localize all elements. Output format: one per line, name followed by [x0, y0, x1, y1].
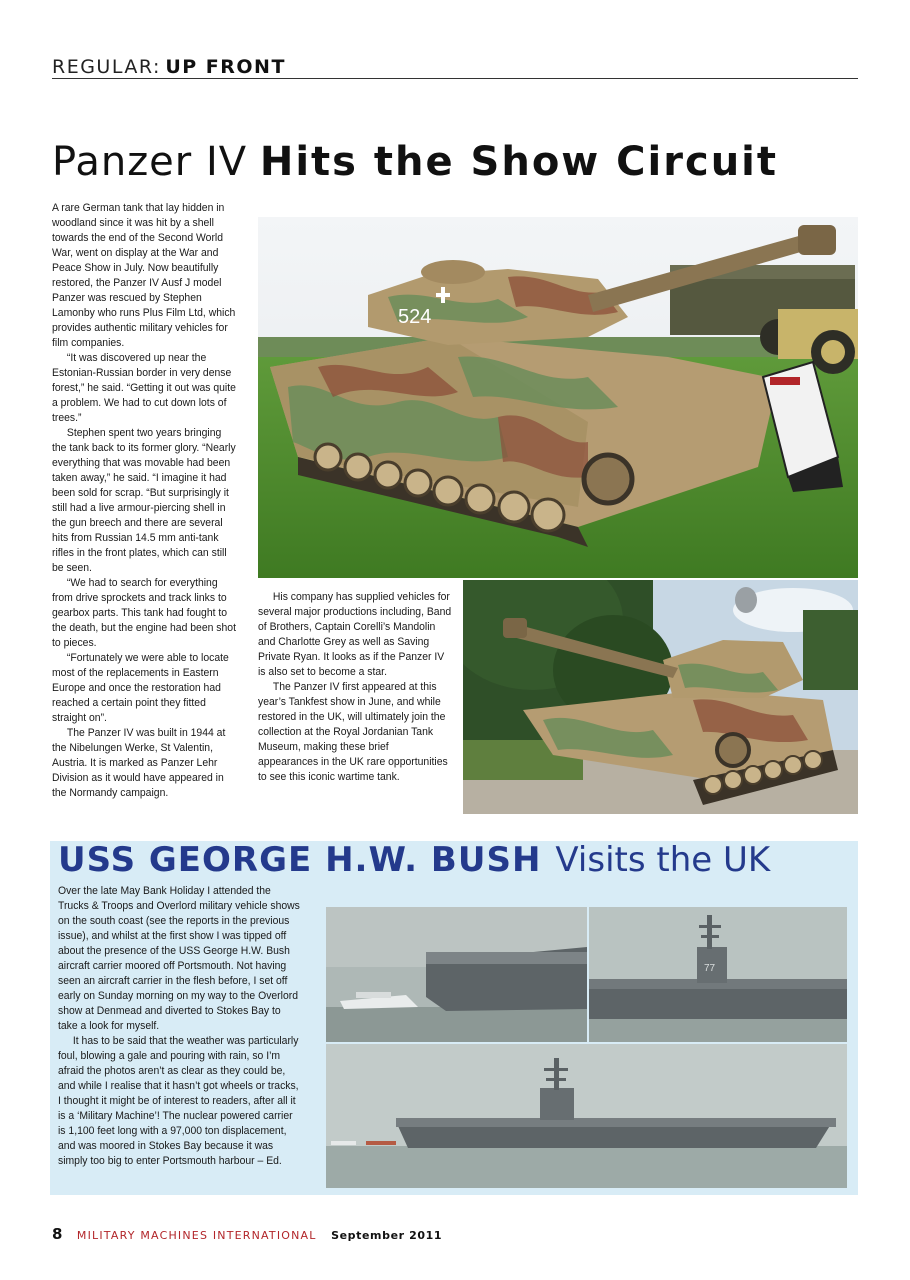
- article-paragraph: Stephen spent two years bringing the tank back to its former glory. “Nearly everything that was movable had been taken away,” he said. “I imagine it had been sold for scrap. “But surprisingly it still had a live armour-piercing shell in the gun breech and there are several hits from Russian 14.5 mm anti-tank rifles in the front plates, which can still be seen.: [52, 427, 236, 574]
- article-paragraph: Over the late May Bank Holiday I attended the Trucks & Troops and Overlord military vehicle shows on the south coast (see the reports in the previous issue), and whilst at the first show I was tipped off about the presence of the USS George H.W. Bush aircraft carrier moored off Portsmouth. Not having seen an aircraft carrier in the flesh before, I set off early on Sunday morning on my way to the Overlord show at Denmead and diverted to Stokes Bay to take a look for myself.: [58, 885, 300, 1032]
- tank-illustration-2: [463, 580, 858, 814]
- article-headline: [52, 138, 862, 186]
- page-footer: [52, 1225, 442, 1244]
- article-paragraph: It has to be said that the weather was particularly foul, blowing a gale and pouring with rain, so I’m afraid the photos aren’t as clear as they could be, and while I realise that it hasn’t got wheels or tracks, I thought it might be of interest to readers, after all it is a ‘Military Machine’! The nuclear powered carrier is 1,100 feet long with a 97,000 ton displacement, and was moored in Stokes Bay because it was simply too big to enter Portsmouth harbour – Ed.: [58, 1035, 299, 1167]
- uss-headline: [58, 838, 770, 882]
- hull-number: 77: [704, 963, 716, 974]
- tank-photo-second: [463, 580, 858, 814]
- headline-bold: Hits the Show Circuit: [259, 139, 778, 185]
- turret-number: 524: [398, 306, 432, 328]
- article-column-2: [258, 590, 451, 785]
- carrier-illustration-1: [326, 907, 587, 1042]
- carrier-illustration-2: [589, 907, 847, 1042]
- article-paragraph: A rare German tank that lay hidden in woodland since it was hit by a shell towards the end of the Second World War, went on display at the War and Peace Show in July. Now beautifully restored, the Panzer IV Ausf J model Panzer was rescued by Stephen Lamonby who runs Plus Film Ltd, which provides authentic military vehicles for film companies.: [52, 202, 236, 349]
- article-paragraph: His company has supplied vehicles for several major productions including, Band of Brothers, Captain Corelli’s Mandolin and Charlotte Grey as well as Saving Private Ryan. It looks as if the Panzer IV is also set to become a star.: [258, 591, 452, 678]
- magazine-title: MILITARY MACHINES INTERNATIONAL: [76, 1229, 317, 1242]
- uss-headline-light: Visits the UK: [555, 840, 771, 880]
- article-column-1: [52, 201, 238, 801]
- article-paragraph: “Fortunately we were able to locate most of the replacements in Eastern Europe and once the restoration had reached a certain point they fitted straight on”.: [52, 652, 229, 724]
- article-paragraph: “It was discovered up near the Estonian-Russian border in very dense forest,” he said. “Getting it out was quite a problem. We had to cut down lots of trees.”: [52, 352, 236, 424]
- article-paragraph: “We had to search for everything from drive sprockets and track links to gearbox parts. This tank had fought to the death, but the engine had been shot to pieces.: [52, 577, 236, 649]
- page-number: 8: [52, 1225, 63, 1243]
- uss-article-column: [58, 884, 302, 1169]
- uss-headline-bold: USS GEORGE H.W. BUSH: [58, 840, 542, 880]
- article-paragraph: The Panzer IV first appeared at this year’s Tankfest show in June, and while restored in the UK, will ultimately join the collection at the Royal Jordanian Tank Museum, making these brief appearances in the UK rare opportunities to see this iconic wartime tank.: [258, 681, 448, 783]
- carrier-photo-1: [326, 907, 587, 1042]
- article-paragraph: The Panzer IV was built in 1944 at the Nibelungen Werke, St Valentin, Austria. It is marked as Panzer Lehr Division as it would have appeared in the Normandy campaign.: [52, 727, 226, 799]
- issue-date: September 2011: [331, 1229, 443, 1242]
- tank-illustration: [258, 217, 858, 578]
- tank-photo-main: [258, 217, 858, 578]
- section-header: [52, 56, 858, 79]
- carrier-photo-3: [326, 1044, 847, 1188]
- carrier-photo-2: [589, 907, 847, 1042]
- headline-light: Panzer IV: [52, 139, 248, 185]
- section-header-regular: REGULAR:: [52, 56, 161, 78]
- section-header-title: UP FRONT: [165, 56, 286, 78]
- carrier-illustration-3: [326, 1044, 847, 1188]
